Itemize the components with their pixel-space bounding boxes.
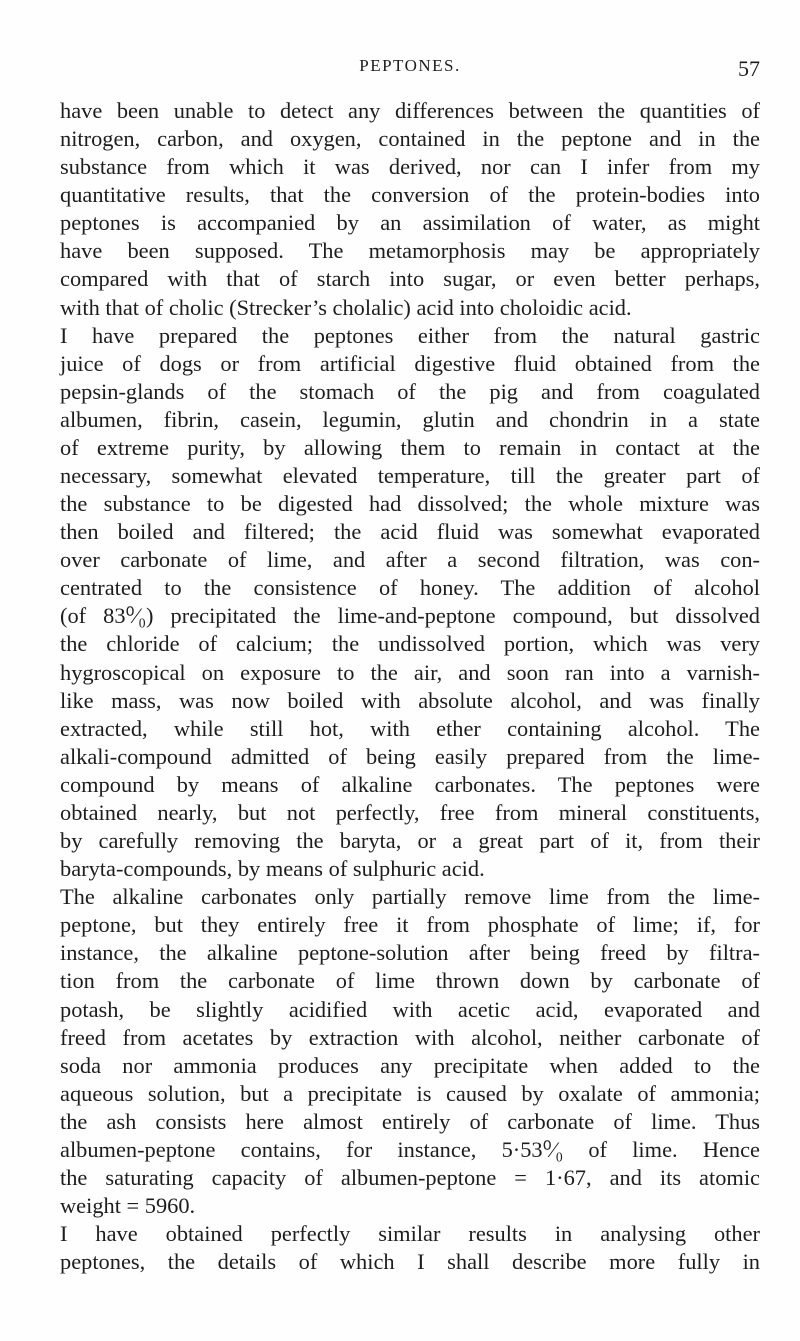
text-line: soda nor ammonia produces any precipitate when added to the xyxy=(60,1052,760,1078)
text-line: necessary, somewhat elevated temperature, till the greater part of xyxy=(60,463,760,489)
text-line: The alkaline carbonates only partially remove lime from the lime- xyxy=(60,884,760,910)
text-line: aqueous solution, but a precipitate is caused by oxalate of ammonia; xyxy=(60,1080,760,1106)
body-text xyxy=(60,97,760,1276)
text-line: have been unable to detect any differences between the quantities of xyxy=(60,98,760,123)
text-line: quantitative results, that the conversion of the protein-bodies into xyxy=(60,182,760,208)
text-line: potash, be slightly acidified with acetic acid, evaporated and xyxy=(60,996,760,1022)
text-line: with that of cholic (Strecker’s cholalic) acid into choloidic acid. xyxy=(60,294,632,320)
text-line: the substance to be digested had dissolved; the whole mixture was xyxy=(60,491,760,517)
text-line: peptones is accompanied by an assimilation of water, as might xyxy=(60,210,760,236)
text-line: the saturating capacity of albumen-peptone = 1·67, and its atomic xyxy=(60,1164,760,1190)
page-number: 57 xyxy=(738,56,760,81)
text-line: then boiled and filtered; the acid fluid was somewhat evaporated xyxy=(60,519,760,545)
text-line: have been supposed. The metamorphosis may be appropriately xyxy=(60,238,760,264)
text-line: tion from the carbonate of lime thrown down by carbonate of xyxy=(60,968,760,994)
text-line: of extreme purity, by allowing them to remain in contact at the xyxy=(60,434,760,460)
text-line: substance from which it was derived, nor can I infer from my xyxy=(60,154,760,180)
running-title: PEPTONES. xyxy=(359,56,461,75)
running-head xyxy=(60,56,760,84)
text-line: hygroscopical on exposure to the air, and soon ran into a varnish- xyxy=(60,659,760,685)
text-line: the chloride of calcium; the undissolved portion, which was very xyxy=(60,631,760,657)
text-line: over carbonate of lime, and after a second filtration, was con- xyxy=(60,547,760,573)
text-line: juice of dogs or from artificial digestive fluid obtained from the xyxy=(60,350,760,376)
text-line: albumen-peptone contains, for instance, 5·53⁰⁄₀ of lime. Hence xyxy=(60,1136,760,1162)
text-line: the ash consists here almost entirely of carbonate of lime. Thus xyxy=(60,1108,760,1134)
text-line: albumen, fibrin, casein, legumin, glutin and chondrin in a state xyxy=(60,406,760,432)
text-line: baryta-compounds, by means of sulphuric acid. xyxy=(60,856,485,882)
text-line: weight = 5960. xyxy=(60,1193,196,1219)
text-line: freed from acetates by extraction with alcohol, neither carbonate of xyxy=(60,1024,760,1050)
text-line: (of 83⁰⁄₀) precipitated the lime-and-peptone compound, but dissolved xyxy=(60,603,760,629)
text-line: peptones, the details of which I shall describe more fully in xyxy=(60,1249,760,1275)
text-line: obtained nearly, but not perfectly, free from mineral constituents, xyxy=(60,799,760,825)
text-line: nitrogen, carbon, and oxygen, contained in the peptone and in the xyxy=(60,126,760,152)
text-line: like mass, was now boiled with absolute alcohol, and was finally xyxy=(60,687,760,713)
text-line: compared with that of starch into sugar, or even better perhaps, xyxy=(60,266,760,292)
text-line: pepsin-glands of the stomach of the pig and from coagulated xyxy=(60,378,760,404)
text-line: I have prepared the peptones either from the natural gastric xyxy=(60,322,760,348)
text-line: extracted, while still hot, with ether containing alcohol. The xyxy=(60,715,760,741)
text-line: peptone, but they entirely free it from phosphate of lime; if, for xyxy=(60,912,760,938)
text-line: I have obtained perfectly similar results in analysing other xyxy=(60,1221,760,1247)
text-line: instance, the alkaline peptone-solution after being freed by filtra- xyxy=(60,940,760,966)
text-line: by carefully removing the baryta, or a great part of it, from their xyxy=(60,828,760,854)
text-line: alkali-compound admitted of being easily prepared from the lime- xyxy=(60,743,760,769)
text-line: compound by means of alkaline carbonates. The peptones were xyxy=(60,771,760,797)
text-line: centrated to the consistence of honey. The addition of alcohol xyxy=(60,575,760,601)
